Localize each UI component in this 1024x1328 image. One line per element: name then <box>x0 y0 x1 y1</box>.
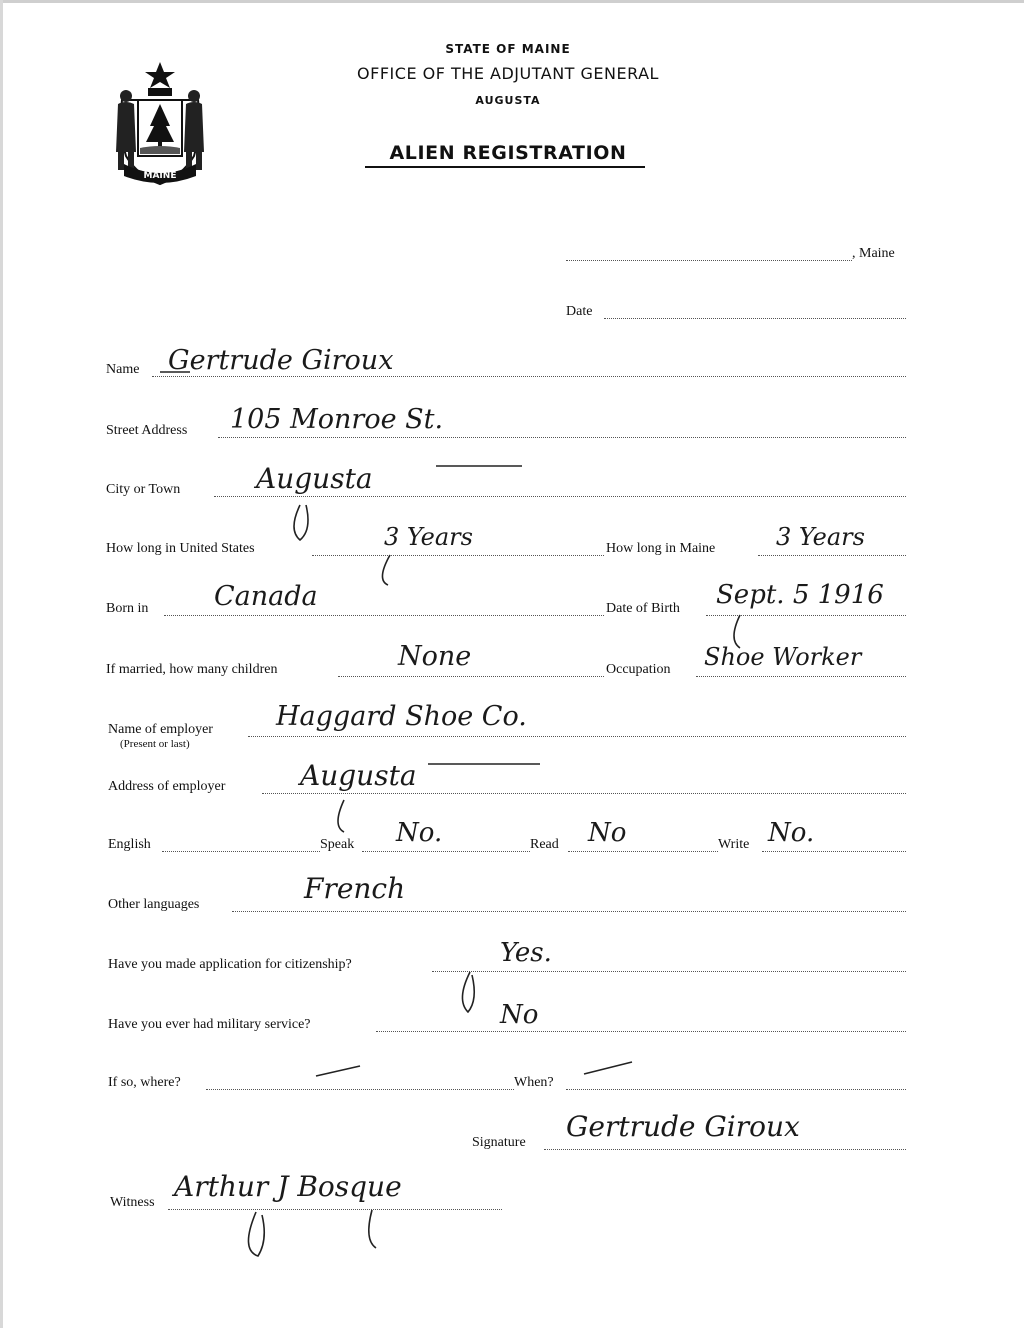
witness-descender-stroke-2 <box>369 1210 376 1248</box>
city-value: Augusta <box>256 462 373 495</box>
write-value: No. <box>768 818 815 848</box>
dob-field-line <box>706 615 906 616</box>
when-field-line <box>566 1089 906 1090</box>
employer-address-field-line <box>262 793 906 794</box>
maine-time-value: 3 Years <box>776 523 865 551</box>
city-heading: AUGUSTA <box>475 94 541 107</box>
children-label: If married, how many children <box>106 662 278 677</box>
dob-label: Date of Birth <box>606 601 680 616</box>
signature-field-line <box>544 1149 906 1150</box>
military-value: No <box>500 1000 539 1030</box>
title-underline <box>365 166 645 168</box>
employer-address-value: Augusta <box>300 759 417 792</box>
street-address-label: Street Address <box>106 423 188 438</box>
read-field-line <box>568 851 718 852</box>
read-label: Read <box>530 837 559 852</box>
maine-time-label: How long in Maine <box>606 541 716 556</box>
read-value: No <box>588 818 627 848</box>
citizenship-value: Yes. <box>500 938 552 968</box>
occupation-field-line <box>696 676 906 677</box>
city-label: City or Town <box>106 482 181 497</box>
where-field-line <box>206 1089 514 1090</box>
date-label: Date <box>566 304 593 319</box>
us-time-field-line <box>312 555 604 556</box>
signature-label: Signature <box>472 1135 526 1150</box>
born-in-label: Born in <box>106 601 149 616</box>
born-in-value: Canada <box>214 581 318 612</box>
name-value: Gertrude Giroux <box>168 345 394 376</box>
place-suffix: , Maine <box>852 246 895 261</box>
street-address-field-line <box>218 437 906 438</box>
employer-label: Name of employer <box>108 722 213 737</box>
when-label: When? <box>514 1075 554 1090</box>
form-title: ALIEN REGISTRATION <box>389 142 627 164</box>
city-descender-stroke <box>294 505 308 540</box>
occupation-value: Shoe Worker <box>704 643 862 671</box>
witness-value: Arthur J Bosque <box>174 1170 402 1203</box>
us-time-descender-stroke <box>382 555 390 585</box>
write-label: Write <box>718 837 750 852</box>
where-dash-stroke <box>316 1066 360 1076</box>
occupation-label: Occupation <box>606 662 671 677</box>
name-label: Name <box>106 362 140 377</box>
born-in-field-line <box>164 615 604 616</box>
maine-state-seal-icon <box>104 60 216 186</box>
witness-label: Witness <box>110 1195 155 1210</box>
employer-address-descender-stroke <box>338 800 344 832</box>
speak-field-line <box>362 851 530 852</box>
speak-label: Speak <box>320 837 355 852</box>
children-field-line <box>338 676 604 677</box>
name-field-line <box>152 376 906 377</box>
office-heading: OFFICE OF THE ADJUTANT GENERAL <box>357 64 659 83</box>
english-field-line <box>162 851 320 852</box>
city-field-line <box>214 496 906 497</box>
military-label: Have you ever had military service? <box>108 1017 311 1032</box>
military-field-line <box>376 1031 906 1032</box>
employer-note: (Present or last) <box>120 738 190 750</box>
maine-time-field-line <box>758 555 906 556</box>
scan-edge-top <box>0 0 1024 3</box>
write-field-line <box>762 851 906 852</box>
witness-descender-stroke-1 <box>248 1212 264 1256</box>
state-heading: STATE OF MAINE <box>445 42 571 56</box>
us-time-label: How long in United States <box>106 541 255 556</box>
citizenship-field-line <box>432 971 906 972</box>
speak-value: No. <box>396 818 443 848</box>
other-languages-value: French <box>304 872 406 905</box>
seal-inscription: MAINE <box>143 171 177 181</box>
date-field-line <box>604 318 906 319</box>
employer-field-line <box>248 736 906 737</box>
citizenship-label: Have you made application for citizenship? <box>108 957 352 972</box>
citizenship-descender-stroke <box>462 972 474 1012</box>
employer-value: Haggard Shoe Co. <box>276 701 527 732</box>
employer-address-label: Address of employer <box>108 779 226 794</box>
where-label: If so, where? <box>108 1075 181 1090</box>
place-field-line <box>566 260 852 261</box>
dob-value: Sept. 5 1916 <box>716 580 884 610</box>
us-time-value: 3 Years <box>384 523 473 551</box>
scan-edge-left <box>0 0 3 1328</box>
witness-field-line <box>168 1209 502 1210</box>
english-label: English <box>108 837 151 852</box>
children-value: None <box>398 641 472 672</box>
signature-value: Gertrude Giroux <box>566 1110 800 1143</box>
when-dash-stroke <box>584 1062 632 1074</box>
other-languages-field-line <box>232 911 906 912</box>
street-address-value: 105 Monroe St. <box>230 404 444 435</box>
other-languages-label: Other languages <box>108 897 200 912</box>
